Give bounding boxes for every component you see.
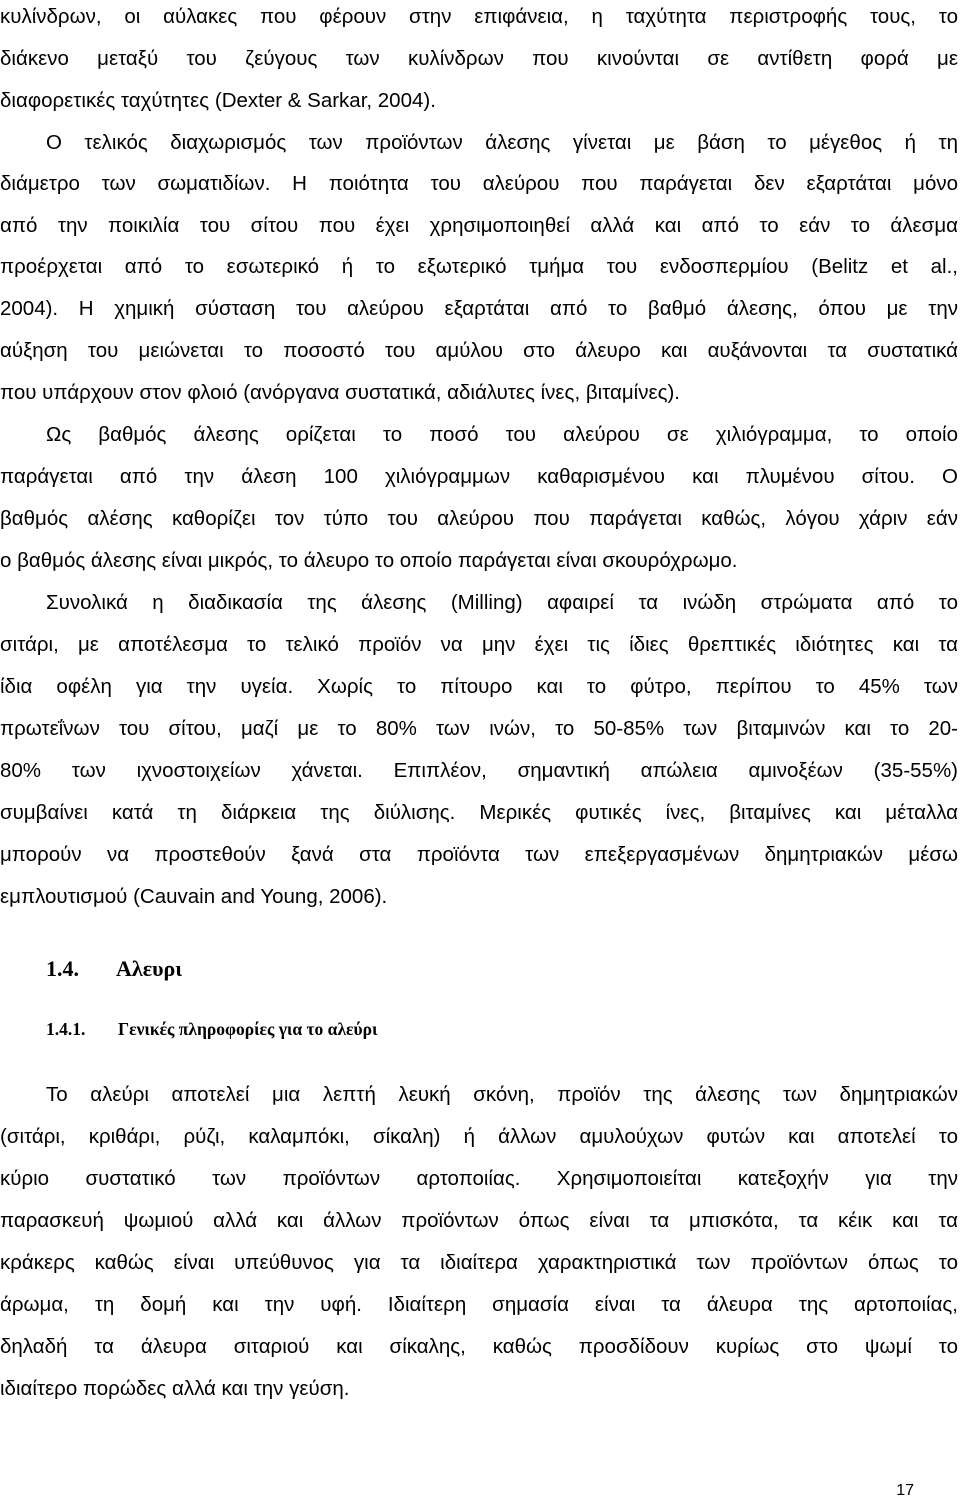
subsection-paragraph-line-2: (σιτάρι, κριθάρι, ρύζι, καλαμπόκι, σίκαλη) ή άλλων αμυλούχων φυτών και αποτελεί το [0, 1125, 958, 1148]
subsection-heading [46, 1017, 377, 1041]
paragraph-4-line-4: πρωτεΐνων του σίτου, μαζί με το 80% των ινών, το 50-85% των βιταμινών και το 20- [0, 717, 958, 740]
subsection-paragraph-line-8: ιδιαίτερο πορώδες αλλά και την γεύση. [0, 1377, 350, 1400]
paragraph-1-line-2: διάκενο μεταξύ του ζεύγους των κυλίνδρων που κινούνται σε αντίθετη φορά με [0, 47, 958, 70]
paragraph-3-line-1: Ως βαθμός άλεσης ορίζεται το ποσό του αλεύρου σε χιλιόγραμμα, το οποίο [46, 423, 958, 446]
section-heading [46, 955, 182, 983]
paragraph-1-line-3: διαφορετικές ταχύτητες (Dexter & Sarkar, 2004). [0, 89, 436, 112]
paragraph-4-line-6: συμβαίνει κατά τη διάρκεια της διύλισης. Μερικές φυτικές ίνες, βιταμίνες και μέταλλα [0, 801, 958, 824]
paragraph-1-line-1: κυλίνδρων, οι αύλακες που φέρουν στην επιφάνεια, η ταχύτητα περιστροφής τους, το [0, 5, 958, 28]
section-number: 1.4. [46, 956, 79, 981]
subsection-paragraph-line-4: παρασκευή ψωμιού αλλά και άλλων προϊόντων όπως είναι τα μπισκότα, τα κέικ και τα [0, 1209, 958, 1232]
page-number: 17 [896, 1482, 914, 1499]
paragraph-4-line-5: 80% των ιχνοστοιχείων χάνεται. Επιπλέον, σημαντική απώλεια αμινοξέων (35-55%) [0, 759, 958, 782]
paragraph-2-line-6: αύξηση του μειώνεται το ποσοστό του αμύλου στο άλευρο και αυξάνονται τα συστατικά [0, 339, 958, 362]
paragraph-2-line-3: από την ποικιλία του σίτου που έχει χρησιμοποιηθεί αλλά και από το εάν το άλεσμα [0, 214, 958, 237]
paragraph-4-line-1: Συνολικά η διαδικασία της άλεσης (Milling) αφαιρεί τα ινώδη στρώματα από το [46, 591, 958, 614]
subsection-title: Γενικές πληροφορίες για το αλεύρι [118, 1019, 378, 1039]
paragraph-2-line-4: προέρχεται από το εσωτερικό ή το εξωτερικό τμήμα του ενδοσπερμίου (Belitz et al., [0, 255, 958, 278]
subsection-paragraph-line-3: κύριο συστατικό των προϊόντων αρτοποιίας. Χρησιμοποιείται κατεξοχήν για την [0, 1167, 958, 1190]
subsection-paragraph-line-1: Το αλεύρι αποτελεί μια λεπτή λευκή σκόνη, προϊόν της άλεσης των δημητριακών [46, 1083, 958, 1106]
paragraph-4-line-7: μπορούν να προστεθούν ξανά στα προϊόντα των επεξεργασμένων δημητριακών μέσω [0, 843, 958, 866]
section-title: Αλευρι [116, 956, 183, 981]
paragraph-2-line-1: Ο τελικός διαχωρισμός των προϊόντων άλεσης γίνεται με βάση το μέγεθος ή τη [46, 131, 958, 154]
paragraph-2-line-2: διάμετρο των σωματιδίων. Η ποιότητα του αλεύρου που παράγεται δεν εξαρτάται μόνο [0, 172, 958, 195]
subsection-paragraph-line-5: κράκερς καθώς είναι υπεύθυνος για τα ιδιαίτερα χαρακτηριστικά των προϊόντων όπως το [0, 1251, 958, 1274]
paragraph-3-line-4: ο βαθμός άλεσης είναι μικρός, το άλευρο το οποίο παράγεται είναι σκουρόχρωμο. [0, 549, 738, 572]
subsection-paragraph-line-7: δηλαδή τα άλευρα σιταριού και σίκαλης, καθώς προσδίδουν κυρίως στο ψωμί το [0, 1335, 958, 1358]
paragraph-4-line-8: εμπλουτισμού (Cauvain and Young, 2006). [0, 885, 388, 908]
paragraph-3-line-3: βαθμός αλέσης καθορίζει τον τύπο του αλεύρου που παράγεται καθώς, λόγου χάριν εάν [0, 507, 958, 530]
paragraph-3-line-2: παράγεται από την άλεση 100 χιλιόγραμμων καθαρισμένου και πλυμένου σίτου. Ο [0, 465, 958, 488]
subsection-number: 1.4.1. [46, 1019, 86, 1039]
paragraph-4-line-3: ίδια οφέλη για την υγεία. Χωρίς το πίτουρο και το φύτρο, περίπου το 45% των [0, 675, 958, 698]
paragraph-2-line-7: που υπάρχουν στον φλοιό (ανόργανα συστατικά, αδιάλυτες ίνες, βιταμίνες). [0, 381, 680, 404]
paragraph-2-line-5: 2004). Η χημική σύσταση του αλεύρου εξαρτάται από το βαθμό άλεσης, όπου με την [0, 297, 958, 320]
subsection-paragraph-line-6: άρωμα, τη δομή και την υφή. Ιδιαίτερη σημασία είναι τα άλευρα της αρτοποιίας, [0, 1293, 958, 1316]
paragraph-4-line-2: σιτάρι, με αποτέλεσμα το τελικό προϊόν να μην έχει τις ίδιες θρεπτικές ιδιότητες και τα [0, 633, 958, 656]
